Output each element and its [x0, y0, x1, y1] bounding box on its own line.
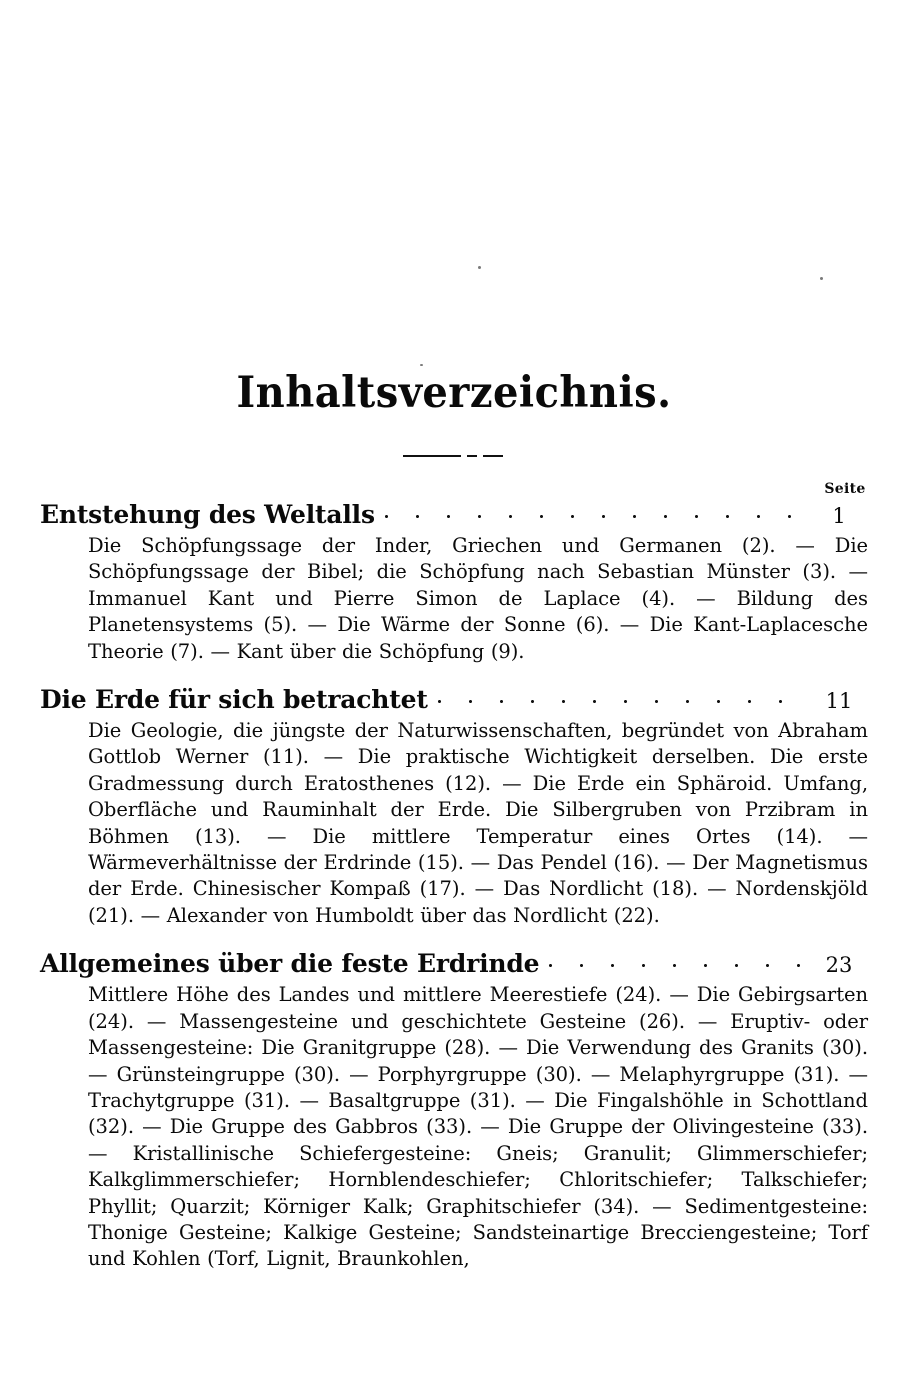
scan-speck [820, 277, 823, 280]
page-title-block [0, 368, 908, 418]
dot-leader [438, 684, 810, 708]
toc-entry [40, 498, 868, 665]
scan-speck [420, 364, 423, 366]
toc-entry-header [40, 498, 868, 532]
table-of-contents [40, 498, 868, 1291]
title-divider-ornament [403, 455, 461, 457]
toc-entry [40, 683, 868, 929]
toc-entry-title[interactable]: Entstehung des Weltalls [40, 500, 375, 529]
dot-leader [549, 948, 810, 972]
toc-entry-page-number: 23 [825, 953, 853, 978]
toc-entry-title[interactable]: Allgemeines über die feste Erdrinde [40, 949, 540, 979]
scan-speck [478, 266, 481, 269]
toc-entry-description: Die Geologie, die jüngste der Naturwissenschaften, begründet von Abraham Gottlob Werner (11). — Die praktische Wichtigkeit derselben. Die erste Gradmessung durch Eratosthenes (12). — Die Erde ein Sphäroid. Umfang, Oberfläche und Rauminhalt der Erde. Die Silbergruben von Przibram in Böhmen (13). — Die mittlere Temperatur eines Ortes (14). — Wärmeverhältnisse der Erdrinde (15). — Das Pendel (16). — Der Magnetismus der Erde. Chinesischer Kompaß (17). — Das Nordlicht (18). — Nordenskjöld (21). — Alexander von Humboldt über das Nordlicht (22). [88, 719, 868, 927]
toc-entry-header [40, 947, 868, 981]
page-column-header: Seite [824, 481, 866, 497]
toc-entry-page-number: 1 [832, 504, 846, 528]
toc-entry-description: Mittlere Höhe des Landes und mittlere Meerestiefe (24). — Die Gebirgsarten (24). — Massengesteine und geschichtete Gesteine (26). — Eruptiv- oder Massengesteine: Die Granitgruppe (28). — Die Verwendung des Granits (30). — Grünsteingruppe (30). — Porphyrgruppe (30). — Melaphyrgruppe (31). — Trachytgruppe (31). — Basaltgruppe (31). — Die Fingalshöhle in Schottland (32). — Die Gruppe des Gabbros (33). — Die Gruppe der Olivingesteine (33). — Kristallinische Schiefergesteine: Gneis; Granulit; Glimmerschiefer; Kalkglimmerschiefer; Hornblendeschiefer; Chloritschiefer; Talkschiefer; Phyllit; Quarzit; Körniger Kalk; Graphitschiefer (34). — Sedimentgesteine: Thonige Gesteine; Kalkige Gesteine; Sandsteinartige Brecciengesteine; Torf und Kohlen (Torf, Lignit, Braunkohlen, [88, 983, 868, 1271]
dot-leader [385, 499, 810, 523]
toc-entry [40, 947, 868, 1272]
toc-entry-description: Die Schöpfungssage der Inder, Griechen und Germanen (2). — Die Schöpfungssage der Bibel; die Schöpfung nach Sebastian Münster (3). — Immanuel Kant und Pierre Simon de Laplace (4). — Bildung des Planetensystems (5). — Die Wärme der Sonne (6). — Die Kant-Laplacesche Theorie (7). — Kant über die Schöpfung (9). [88, 534, 868, 663]
toc-entry-page-number: 11 [825, 689, 853, 714]
page-title: Inhaltsverzeichnis. [236, 368, 672, 418]
toc-entry-header [40, 683, 868, 717]
toc-entry-title[interactable]: Die Erde für sich betrachtet [40, 685, 428, 715]
